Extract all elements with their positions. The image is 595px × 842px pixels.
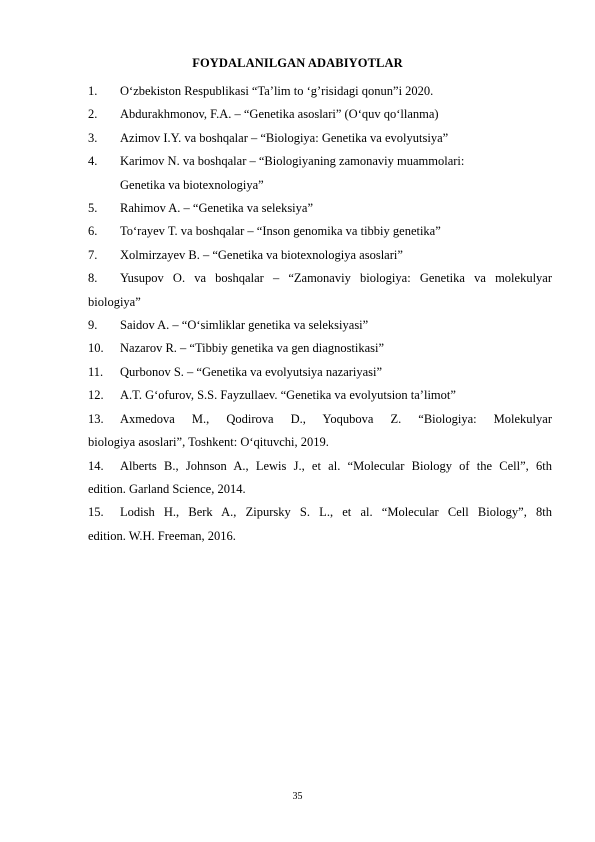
reference-text: Karimov N. va boshqalar – “Biologiyaning zamonaviy muammolari: (120, 154, 465, 169)
reference-number: 8. (88, 271, 98, 286)
reference-text: To‘rayev T. va boshqalar – “Inson genomika va tibbiy genetika” (120, 224, 441, 239)
reference-text: Yusupov O. va boshqalar – “Zamonaviy biologiya: Genetika va molekulyar (120, 271, 552, 286)
reference-number: 14. (88, 458, 104, 473)
reference-first-line (88, 267, 552, 290)
reference-item (88, 103, 552, 126)
reference-text-continuation: edition. W.H. Freeman, 2016. (88, 528, 236, 543)
reference-text: Abdurakhmonov, F.A. – “Genetika asoslari” (O‘quv qo‘llanma) (120, 107, 439, 122)
reference-item (88, 127, 552, 150)
reference-number: 9. (88, 318, 98, 333)
reference-item (88, 197, 552, 220)
reference-item (88, 150, 552, 197)
reference-number: 1. (88, 84, 98, 98)
reference-number: 5. (88, 201, 98, 216)
reference-number: 15. (88, 505, 104, 520)
reference-text-continuation: biologiya” (88, 294, 141, 309)
reference-number: 3. (88, 130, 98, 145)
reference-text: Rahimov A. – “Genetika va seleksiya” (120, 201, 313, 216)
reference-item (88, 384, 552, 407)
reference-item (88, 408, 552, 455)
reference-item (88, 337, 552, 360)
reference-text: Axmedova M., Qodirova D., Yoqubova Z. “Biologiya: Molekulyar (120, 411, 552, 426)
reference-number: 12. (88, 388, 104, 403)
reference-number: 4. (88, 154, 98, 169)
reference-first-line (88, 408, 552, 431)
reference-text-continuation: biologiya asoslari”, Toshkent: O‘qituvchi, 2019. (88, 435, 329, 450)
references-heading: FOYDALANILGAN ADABIYOTLAR (192, 56, 403, 70)
reference-number: 13. (88, 411, 104, 426)
reference-item (88, 80, 552, 103)
reference-number: 11. (88, 364, 104, 379)
reference-item (88, 267, 552, 314)
reference-number: 2. (88, 107, 98, 122)
reference-number: 7. (88, 247, 98, 262)
reference-text: Lodish H., Berk A., Zipursky S. L., et al. “Molecular Cell Biology”, 8th (120, 505, 552, 520)
reference-text-continuation: Genetika va biotexnologiya” (120, 177, 264, 192)
page-number: 35 (292, 791, 303, 802)
reference-item (88, 361, 552, 384)
reference-item (88, 220, 552, 243)
reference-text: O‘zbekiston Respublikasi “Ta’lim to ‘g’risidagi qonun”i 2020. (120, 84, 434, 98)
reference-item (88, 501, 552, 548)
reference-number: 6. (88, 224, 98, 239)
reference-text: Xolmirzayev B. – “Genetika va biotexnologiya asoslari” (120, 247, 403, 262)
reference-item (88, 314, 552, 337)
reference-number: 10. (88, 341, 104, 356)
reference-item (88, 455, 552, 502)
reference-first-line (88, 455, 552, 478)
reference-text: Qurbonov S. – “Genetika va evolyutsiya nazariyasi” (120, 364, 383, 379)
reference-text: Nazarov R. – “Tibbiy genetika va gen diagnostikasi” (120, 341, 385, 356)
reference-text: A.T. G‘ofurov, S.S. Fayzullaev. “Genetika va evolyutsion ta’limot” (120, 388, 456, 403)
reference-text-continuation: edition. Garland Science, 2014. (88, 481, 246, 496)
reference-first-line (88, 501, 552, 524)
reference-text: Azimov I.Y. va boshqalar – “Biologiya: Genetika va evolyutsiya” (120, 130, 449, 145)
reference-text: Alberts B., Johnson A., Lewis J., et al. “Molecular Biology of the Cell”, 6th (120, 458, 552, 473)
reference-item (88, 244, 552, 267)
reference-list (88, 80, 552, 548)
reference-text: Saidov A. – “O‘simliklar genetika va seleksiyasi” (120, 318, 369, 333)
